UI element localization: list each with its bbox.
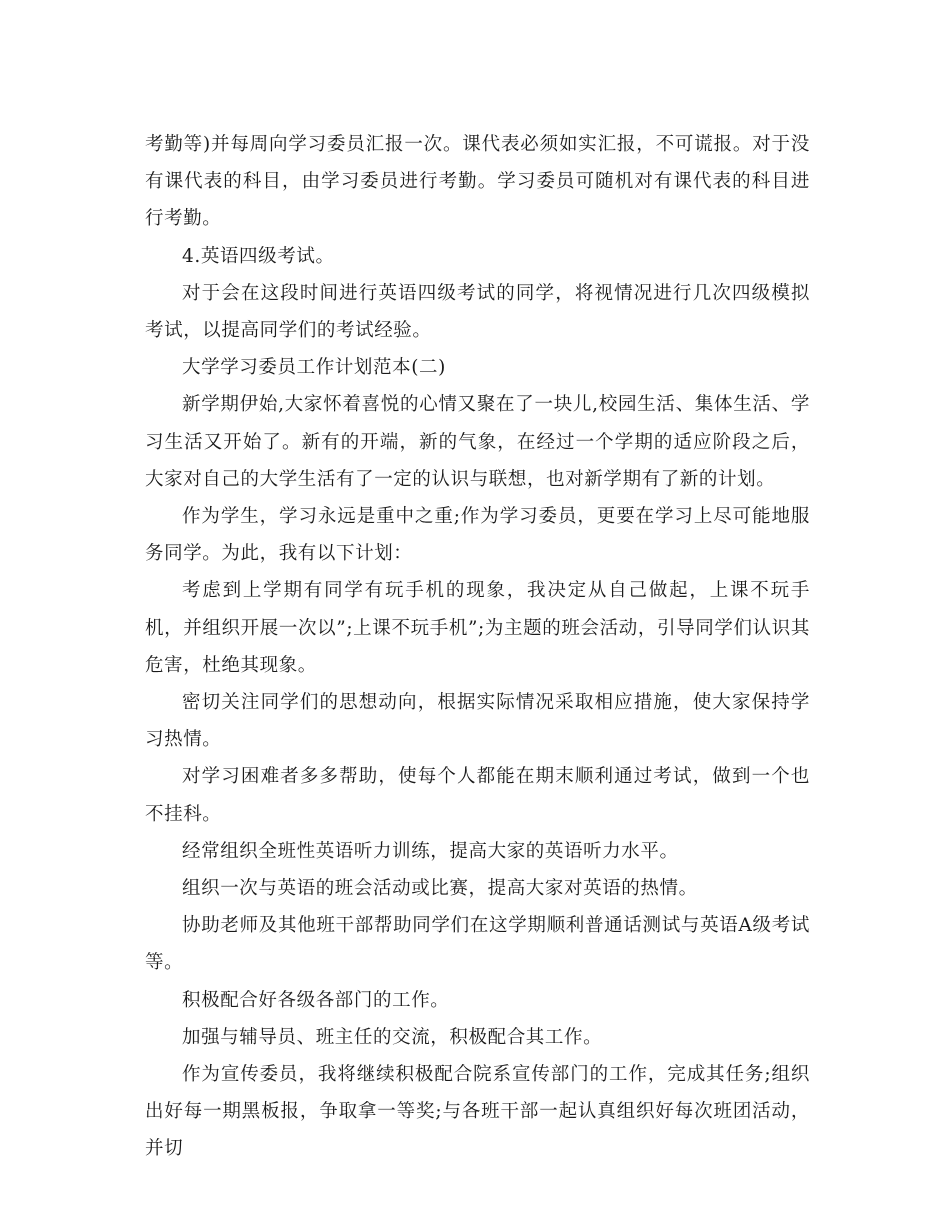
paragraph-14: 加强与辅导员、班主任的交流，积极配合其工作。 xyxy=(182,1026,603,1048)
paragraph-11: 组织一次与英语的班会活动或比赛，提高大家对英语的热情。 xyxy=(182,878,698,900)
paragraph-9: 对学习困难者多多帮助，使每个人都能在期末顺利通过考试，做到一个也不挂科。 xyxy=(145,766,810,825)
paragraph-15: 作为宣传委员，我将继续积极配合院系宣传部门的工作，完成其任务;组织出好每一期黑板报，争取拿一等奖;与各班干部一起认真组织好每次班团活动，并切 xyxy=(145,1064,810,1160)
paragraph-5: 新学期伊始,大家怀着喜悦的心情又聚在了一块儿,校园生活、集体生活、学习生活又开始了。新有的开端，新的气象，在经过一个学期的适应阶段之后，大家对自己的大学生活有了一定的认识与联想，也对新学期有了新的计划。 xyxy=(145,394,810,490)
paragraph-7: 考虑到上学期有同学有玩手机的现象，我决定从自己做起，上课不玩手机，并组织开展一次以”;上课不玩手机”;为主题的班会活动，引导同学们认识其危害，杜绝其现象。 xyxy=(145,580,810,676)
paragraph-6: 作为学生，学习永远是重中之重;作为学习委员，更要在学习上尽可能地服务同学。为此，我有以下计划： xyxy=(145,506,810,565)
paragraph-2: 4.英语四级考试。 xyxy=(182,245,335,267)
paragraph-3: 对于会在这段时间进行英语四级考试的同学，将视情况进行几次四级模拟考试，以提高同学们的考试经验。 xyxy=(145,282,810,342)
paragraph-1: 考勤等)并每周向学习委员汇报一次。课代表必须如实汇报，不可谎报。对于没有课代表的科目，由学习委员进行考勤。学习委员可随机对有课代表的科目进行考勤。 xyxy=(145,134,810,230)
paragraph-10: 经常组织全班性英语听力训练，提高大家的英语听力水平。 xyxy=(182,840,679,862)
section-heading: 大学学习委员工作计划范本(二) xyxy=(182,357,446,379)
document-body xyxy=(145,126,810,1168)
paragraph-8: 密切关注同学们的思想动向，根据实际情况采取相应措施，使大家保持学习热情。 xyxy=(145,692,810,751)
paragraph-12: 协助老师及其他班干部帮助同学们在这学期顺利普通话测试与英语A级考试等。 xyxy=(145,915,810,974)
paragraph-13: 积极配合好各级各部门的工作。 xyxy=(182,989,450,1011)
